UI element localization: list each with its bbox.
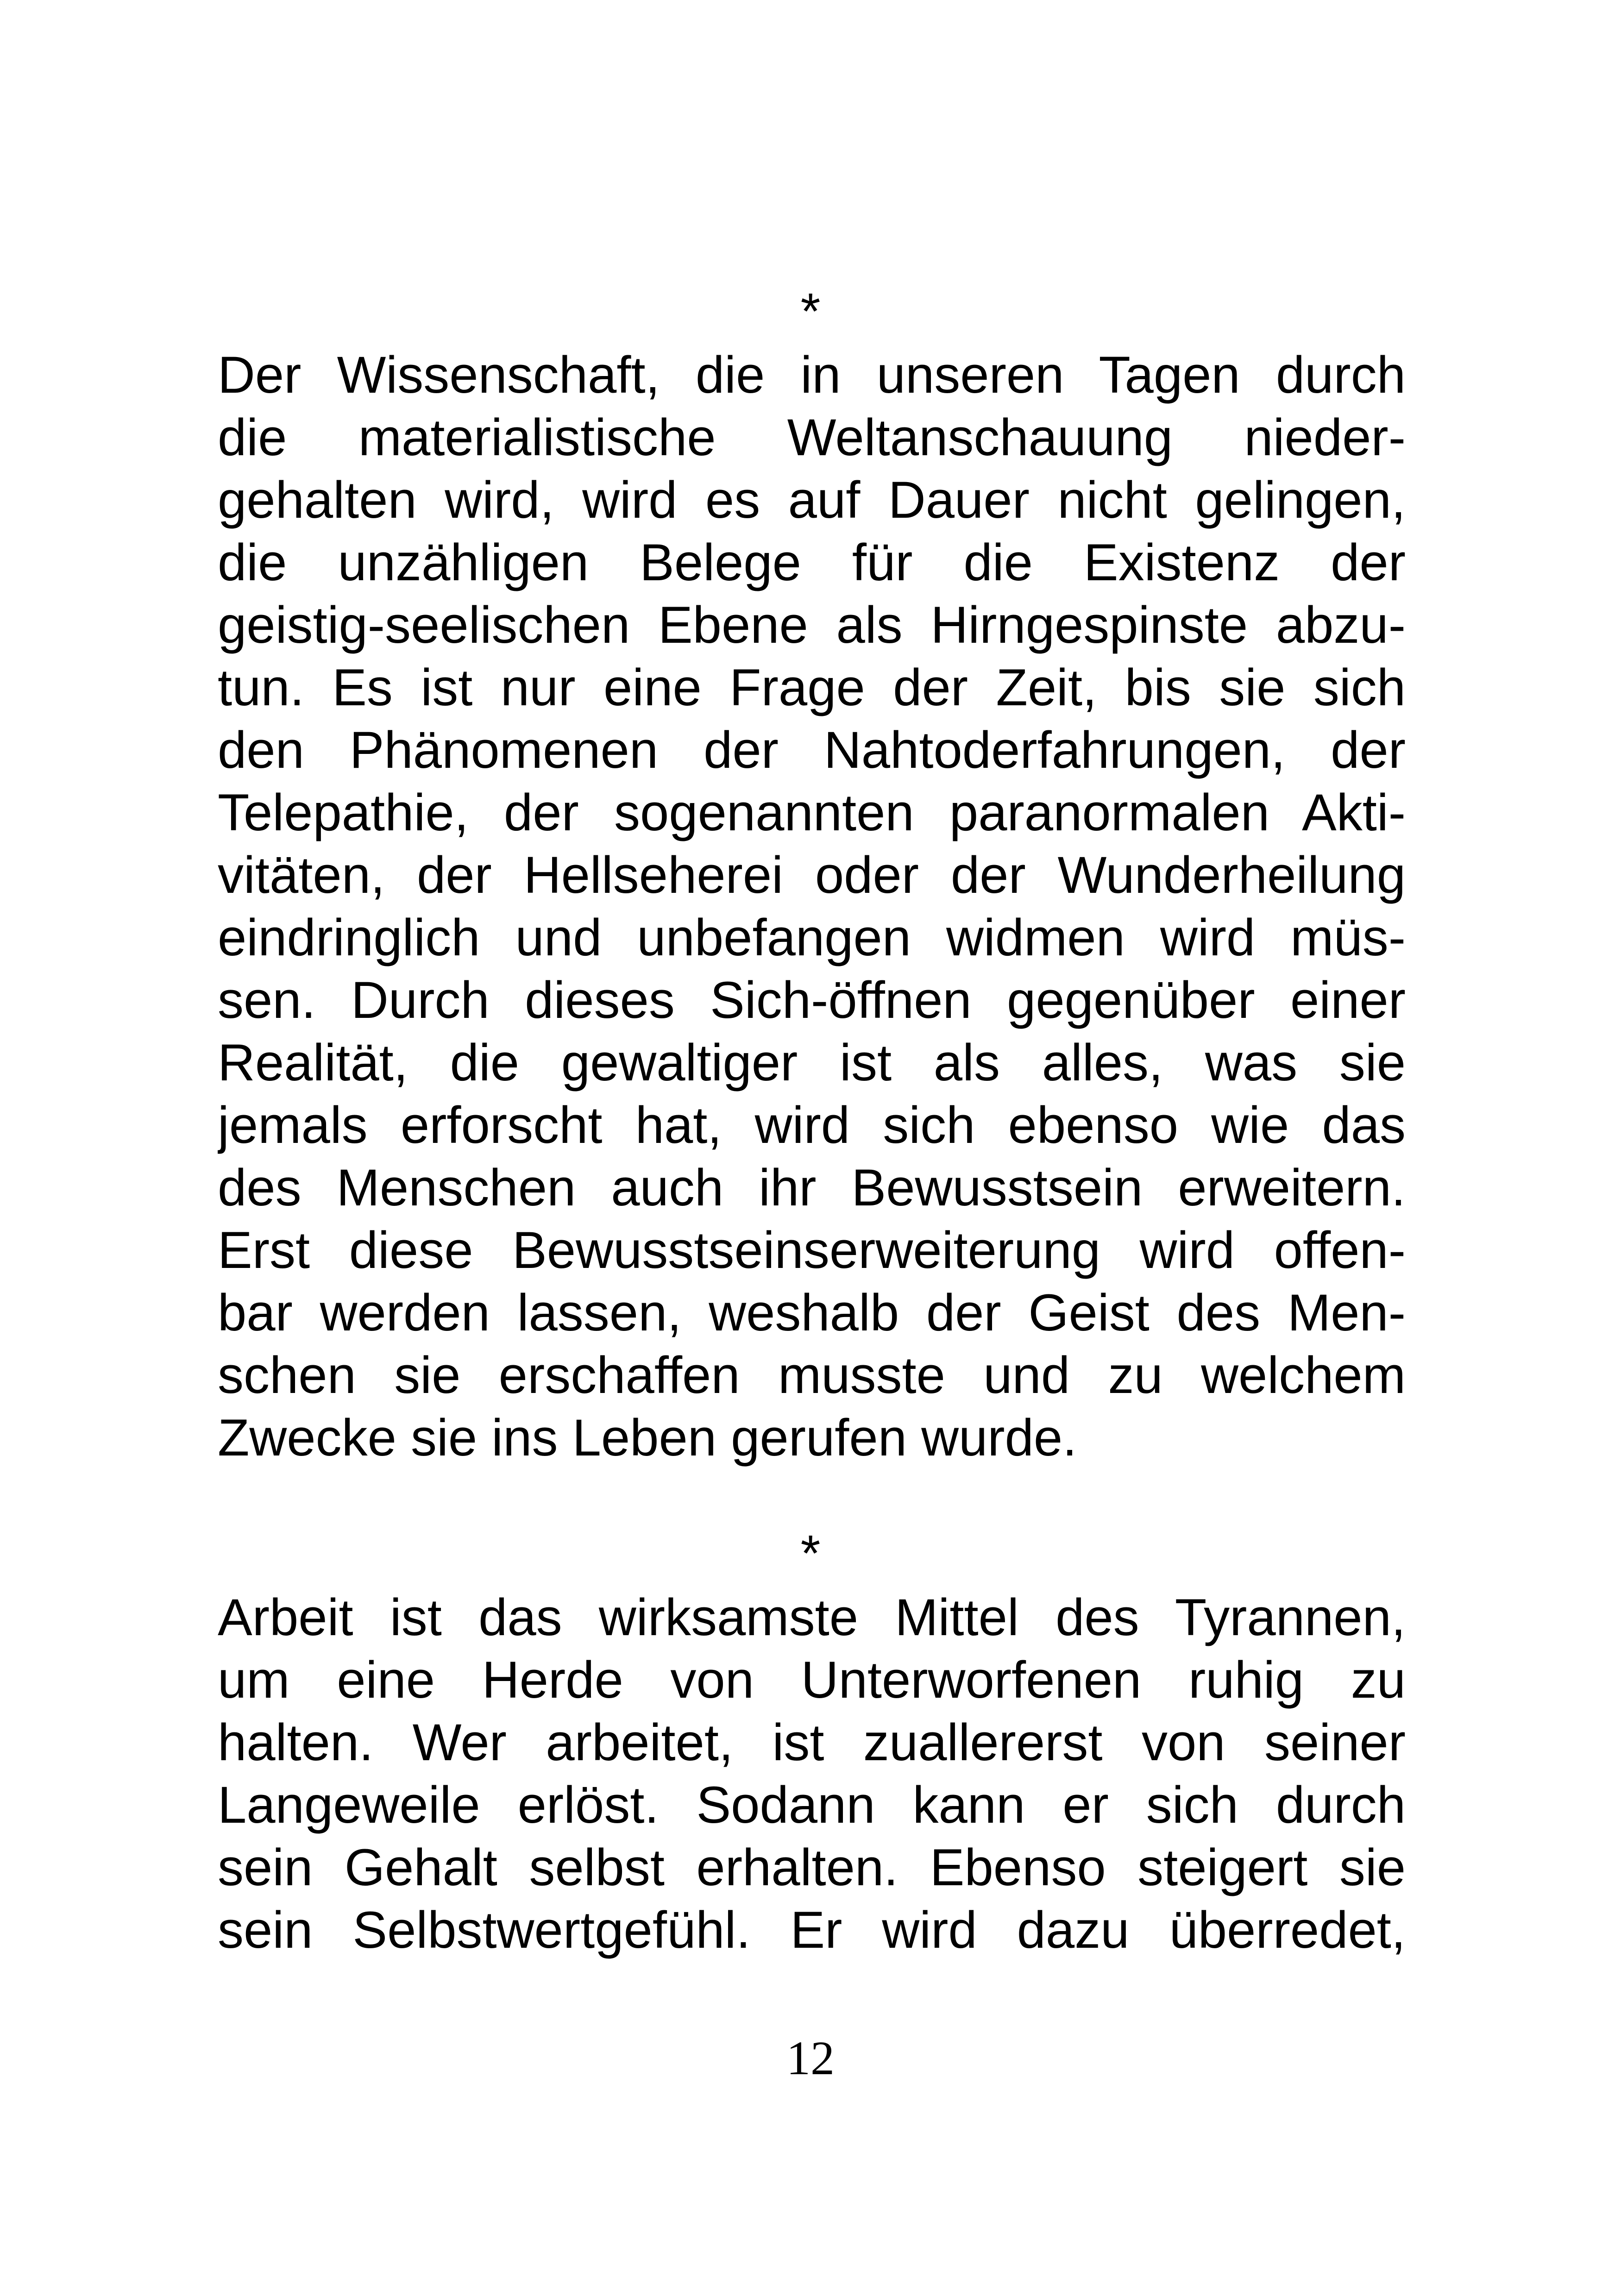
text-line: jemals erforscht hat, wird sich ebenso wie das	[218, 1096, 1406, 1154]
paragraph-science	[218, 344, 1406, 1469]
text-line: Zwecke sie ins Leben gerufen wurde.	[218, 1409, 1077, 1467]
section-separator: *	[800, 283, 821, 340]
section-separator: *	[800, 1525, 821, 1582]
text-line: bar werden lassen, weshalb der Geist des Men-	[218, 1284, 1406, 1342]
text-line: die unzähligen Belege für die Existenz der	[218, 533, 1406, 591]
text-line: halten. Wer arbeitet, ist zuallererst von seiner	[218, 1713, 1406, 1771]
text-line: geistig-seelischen Ebene als Hirngespinste abzu-	[218, 596, 1406, 654]
paragraph-work	[218, 1586, 1406, 1961]
text-line: tun. Es ist nur eine Frage der Zeit, bis sie sich	[218, 659, 1406, 716]
text-line: des Menschen auch ihr Bewusstsein erweitern.	[218, 1159, 1406, 1217]
text-line: Der Wissenschaft, die in unseren Tagen durch	[218, 346, 1406, 404]
text-line: Realität, die gewaltiger ist als alles, was sie	[218, 1034, 1406, 1092]
text-line: schen sie erschaffen musste und zu welchem	[218, 1346, 1406, 1404]
text-line: eindringlich und unbefangen widmen wird müs-	[218, 909, 1406, 966]
text-line: sein Selbstwertgefühl. Er wird dazu überredet,	[218, 1901, 1406, 1959]
text-line: Langeweile erlöst. Sodann kann er sich durch	[218, 1776, 1406, 1834]
text-line: Telepathie, der sogenannten paranormalen Akti-	[218, 784, 1406, 841]
page-number: 12	[786, 2032, 835, 2085]
text-line: Arbeit ist das wirksamste Mittel des Tyrannen,	[218, 1588, 1406, 1646]
text-line: sen. Durch dieses Sich-öffnen gegenüber einer	[218, 971, 1406, 1029]
text-line: um eine Herde von Unterworfenen ruhig zu	[218, 1651, 1406, 1709]
text-line: Erst diese Bewusstseinserweiterung wird offen-	[218, 1221, 1406, 1279]
text-line: vitäten, der Hellseherei oder der Wunderheilung	[218, 846, 1406, 904]
text-line: den Phänomenen der Nahtoderfahrungen, der	[218, 721, 1406, 779]
text-line: gehalten wird, wird es auf Dauer nicht gelingen,	[218, 471, 1406, 529]
text-line: die materialistische Weltanschauung nieder-	[218, 408, 1406, 466]
text-line: sein Gehalt selbst erhalten. Ebenso steigert sie	[218, 1838, 1406, 1896]
